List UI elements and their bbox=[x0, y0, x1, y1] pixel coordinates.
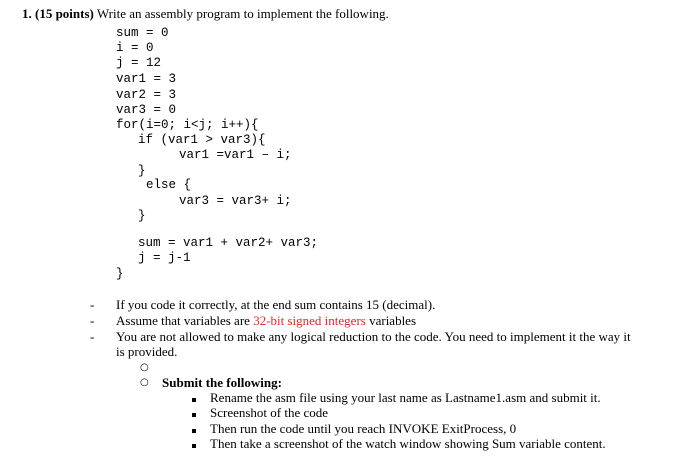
code-line: sum = 0 bbox=[116, 26, 169, 40]
code-line: } bbox=[138, 164, 146, 178]
question-header bbox=[22, 6, 389, 21]
code-line: var1 = 3 bbox=[116, 72, 177, 86]
circle-bullet-icon: ○ bbox=[140, 377, 149, 388]
code-line: j = j-1 bbox=[138, 251, 191, 265]
note-text: variables bbox=[365, 313, 417, 328]
highlight-text: 32-bit signed integers bbox=[253, 313, 366, 328]
note-variable-type bbox=[116, 313, 416, 328]
code-line: for(i=0; i<j; i++){ bbox=[116, 118, 259, 132]
note-sum-result: If you code it correctly, at the end sum contains 15 (decimal). bbox=[116, 297, 436, 312]
submit-heading: Submit the following: bbox=[162, 375, 282, 390]
note-no-reduction-line1: You are not allowed to make any logical reduction to the code. You need to implement it the way it bbox=[116, 329, 631, 344]
dash-bullet: - bbox=[90, 329, 95, 344]
dash-bullet: - bbox=[90, 297, 95, 312]
code-line: sum = var1 + var2+ var3; bbox=[138, 236, 319, 250]
square-bullet-icon bbox=[192, 429, 196, 433]
question-number: 1. bbox=[22, 6, 32, 21]
code-line: } bbox=[138, 209, 146, 223]
list-item: Then take a screenshot of the watch window showing Sum variable content. bbox=[210, 436, 606, 451]
square-bullet-icon bbox=[192, 413, 196, 417]
dash-bullet: - bbox=[90, 313, 95, 328]
list-item: Screenshot of the code bbox=[210, 405, 329, 420]
note-text: Assume that variables are bbox=[116, 313, 254, 328]
note-no-reduction-line2: is provided. bbox=[116, 344, 178, 359]
code-line: if (var1 > var3){ bbox=[138, 133, 266, 147]
code-line: else { bbox=[146, 178, 192, 192]
code-line: i = 0 bbox=[116, 41, 154, 55]
circle-bullet-icon: ○ bbox=[140, 362, 149, 373]
square-bullet-icon bbox=[192, 444, 196, 448]
question-points: (15 points) bbox=[35, 6, 94, 21]
code-line: var1 =var1 – i; bbox=[179, 148, 292, 162]
list-item: Then run the code until you reach INVOKE ExitProcess, 0 bbox=[210, 421, 517, 436]
list-item: Rename the asm file using your last name as Lastname1.asm and submit it. bbox=[210, 390, 601, 405]
square-bullet-icon bbox=[192, 398, 196, 402]
question-prompt: Write an assembly program to implement the following. bbox=[96, 6, 389, 21]
code-line: } bbox=[116, 267, 124, 281]
code-line: var2 = 3 bbox=[116, 88, 177, 102]
code-line: var3 = var3+ i; bbox=[179, 194, 292, 208]
code-line: j = 12 bbox=[116, 56, 162, 70]
code-line: var3 = 0 bbox=[116, 103, 177, 117]
